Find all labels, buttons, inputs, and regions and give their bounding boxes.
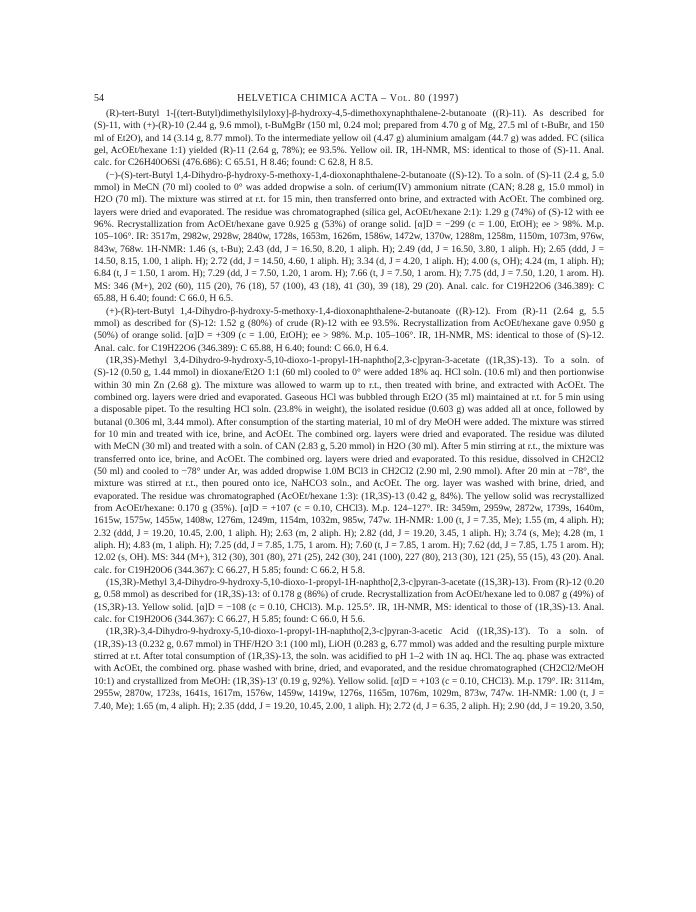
paragraph-compound-r12: (+)-(R)-tert-Butyl 1,4-Dihydro-β-hydroxy-5-methoxy-1,4-dioxonaphthalene-2-butanoate ((R)-12). From (R)-11 (2.64 g, 5.5 mmol) as described for (S)-12: 1.52 g (80%) of crude (R)-12 with ee 93.5%. Recrystallization from AcOEt/hexane gave 0.950 g (50%) of orange solid. [α]D = +309 (c = 1.00, EtOH); ee > 98%. M.p. 105–106°. IR, 1H-NMR, MS: identical to those of (S)-12. Anal. calc. for C19H22O6 (346.389): C 65.88, H 6.40; found: C 66.0, H 6.4. [94, 305, 604, 354]
paragraph-compound-1s3r-13: (1S,3R)-Methyl 3,4-Dihydro-9-hydroxy-5,10-dioxo-1-propyl-1H-naphtho[2,3-c]pyran-3-acetate ((1S,3R)-13). From (R)-12 (0.20 g, 0.58 mmol) as described for (1R,3S)-13: of 0.178 g (86%) of crude. Recrystallization from AcOEt/hexane led to 0.087 g (49%) of (1S,3R)-13. Yellow solid. [α]D = −108 (c = 0.10, CHCl3). M.p. 125.5°. IR, 1H-NMR, MS: identical to those of (1R,3S)-13. Anal. calc. for C19H20O6 (344.367): C 66.27, H 5.85; found: C 66.0, H 5.6. [94, 577, 604, 626]
header-spacer [592, 92, 604, 105]
paragraph-compound-1r3s-13: (1R,3S)-Methyl 3,4-Dihydro-9-hydroxy-5,10-dioxo-1-propyl-1H-naphtho[2,3-c]pyran-3-acetate ((1R,3S)-13). To a soln. of (S)-12 (0.50 g, 1.44 mmol) in dioxane/Et2O 1:1 (60 ml) cooled to 0° were added 18% aq. HCl soln. (10.6 ml) and then portionwise within 30 min Zn (2.68 g). The mixture was allowed to warm up to r.t., then treated with brine, and extracted with AcOEt. The combined org. layers were dried and evaporated. Gaseous HCl was bubbled through Et2O (35 ml) maintained at r.t. for 5 min using a disposable pipet. To the resulting HCl soln. (23.8% in weight), the isolated residue (0.603 g) was added all at once, followed by butanal (0.306 ml, 3.44 mmol). After consumption of the starting material, 10 ml of dry MeOH were added. The mixture was stirred for 10 min and treated with ice, brine, and AcOEt. The combined org. layers were dried and evaporated. The residue was diluted with MeCN (30 ml) and treated with a soln. of CAN (2.83 g, 5.20 mmol) in H2O (30 ml). After 5 min stirring at r.t., the mixture was transferred onto ice, brine, and AcOEt. The combined org. layers were dried and evaporated. To this residue, dissolved in CH2Cl2 (50 ml) and cooled to −78° under Ar, was added dropwise 1.0M BCl3 in CH2Cl2 (2.90 ml, 2.90 mmol). After 20 min at −78°, the mixture was stirred at r.t., then poured onto ice, NaHCO3 soln., and AcOEt. The org. layer was washed with brine, dried, and evaporated. The residue was chromatographed (AcOEt/hexane 1:3): (1R,3S)-13 (0.42 g, 84%). The yellow solid was recrystallized from AcOEt/hexane: 0.170 g (35%). [α]D = +107 (c = 0.10, CHCl3). M.p. 124–127°. IR: 3459m, 2959w, 2872w, 1739s, 1640m, 1615w, 1575w, 1455w, 1408w, 1276m, 1249m, 1154m, 1032m, 985w, 747w. 1H-NMR: 1.00 (t, J = 7.35, Me); 1.55 (m, 4 aliph. H); 2.32 (ddd, J = 19.20, 10.45, 2.00, 1 aliph. H); 2.63 (m, 2 aliph. H); 2.82 (dd, J = 19.20, 3.45, 1 aliph. H); 3.74 (s, Me); 4.28 (m, 1 aliph. H); 4.83 (m, 1 aliph. H); 7.25 (dd, J = 7.85, 1.75, 1 arom. H); 7.60 (t, J = 7.85, 1 arom. H); 7.62 (dd, J = 7.85, 1.75 1 arom. H); 12.02 (s, OH). MS: 344 (M+), 312 (30), 301 (80), 271 (25), 242 (30), 241 (100), 227 (80), 213 (30), 121 (25), 55 (15), 43 (20). Anal. calc. for C19H20O6 (344.367): C 66.27, H 5.85; found: C 66.2, H 5.8. [94, 354, 604, 576]
journal-page [94, 92, 604, 713]
paragraph-compound-1r3s-13-acid: (1R,3R)-3,4-Dihydro-9-hydroxy-5,10-dioxo-1-propyl-1H-naphtho[2,3-c]pyran-3-acetic Acid ((1R,3S)-13'). To a soln. of (1R,3S)-13 (0.232 g, 0.67 mmol) in THF/H2O 3:1 (100 ml), LiOH (0.283 g, 6.77 mmol) was added and the resulting purple mixture stirred at r.t. After total consumption of (1R,3S)-13, the soln. was acidified to pH 1–2 with 1N aq. HCl. The aq. phase was extracted with AcOEt, the combined org. phase washed with brine, dried, and evaporated, and the residue chromatographed (CH2Cl2/MeOH 10:1) and crystallized from MeOH: (1R,3S)-13' (0.19 g, 92%). Yellow solid. [α]D = +103 (c = 0.10, CHCl3). M.p. 179°. IR: 3114m, 2955w, 2870w, 1723s, 1641s, 1617m, 1576w, 1459w, 1419w, 1276s, 1165m, 1076m, 1029m, 873w, 747w. 1H-NMR: 1.00 (t, J = 7.40, Me); 1.65 (m, 4 aliph. H); 2.35 (ddd, J = 19.20, 10.45, 2.00, 1 aliph. H); 2.72 (d, J = 6.35, 2 aliph. H); 2.90 (dd, J = 19.20, 3.50, [94, 626, 605, 712]
paragraph-compound-r11: (R)-tert-Butyl 1-[(tert-Butyl)dimethylsilyloxy]-β-hydroxy-4,5-dimethoxynaphthalene-2-butanoate ((R)-11). As described for (S)-11, with (+)-(R)-10 (2.44 g, 9.6 mmol), t-BuMgBr (150 ml, 0.24 mol; prepared from 4.70 g of Mg, 27.5 ml of t-BuBr, and 150 ml of Et2O), and 14 (3.14 g, 8.77 mmol). To the intermediate yellow oil (4.47 g) aluminium amalgam (44.7 g) was added. FC (silica gel, AcOEt/hexane 1:1) yielded (R)-11 (2.64 g, 78%); ee 93.5%. Yellow oil. IR, 1H-NMR, MS: identical to those of (S)-11. Anal. calc. for C26H40O6Si (476.686): C 65.51, H 8.46; found: C 62.8, H 8.5. [94, 108, 604, 169]
experimental-text [94, 108, 604, 713]
page-number: 54 [94, 93, 104, 104]
paragraph-compound-s12: (−)-(S)-tert-Butyl 1,4-Dihydro-β-hydroxy-5-methoxy-1,4-dioxonaphthalene-2-butanoate ((S)-12). To a soln. of (S)-11 (2.4 g, 5.0 mmol) in MeCN (70 ml) cooled to 0° was added dropwise a soln. of cerium(IV) ammonium nitrate (CAN; 8.28 g, 15.0 mmol) in H2O (70 ml). The mixture was stirred at r.t. for 15 min, then transferred onto brine, and extracted with AcOEt. The combined org. layers were dried and evaporated. The residue was chromatographed (silica gel, AcOEt/hexane 2:1): 1.29 g (74%) of (S)-12 with ee 96%. Recrystallization from AcOEt/hexane gave 0.925 g (53%) of orange solid. [α]D = −299 (c = 1.00, EtOH); ee > 98%. M.p. 105–106°. IR: 3517m, 2982w, 2928w, 2840w, 1728s, 1653m, 1626m, 1586w, 1472w, 1370w, 1288m, 1258m, 1150m, 1073m, 976w, 843w, 768w. 1H-NMR: 1.46 (s, t-Bu); 2.43 (dd, J = 16.50, 8.20, 1 aliph. H); 2.49 (dd, J = 16.50, 3.80, 1 aliph. H); 2.65 (ddd, J = 14.50, 8.15, 1.00, 1 aliph. H); 2.72 (dd, J = 14.50, 4.60, 1 aliph. H); 3.34 (d, J = 4.20, 1 aliph. H); 4.00 (s, OH); 4.24 (m, 1 aliph. H); 6.84 (t, J = 1.50, 1 arom. H); 7.29 (dd, J = 7.50, 1.20, 1 arom. H); 7.66 (t, J = 7.50, 1 arom. H); 7.75 (dd, J = 7.50, 1.20, 1 arom. H). MS: 346 (M+), 202 (60), 115 (20), 76 (18), 57 (100), 43 (18), 41 (30), 39 (18), 29 (20). Anal. calc. for C19H22O6 (346.389): C 65.88, H 6.40; found: C 66.0, H 6.5. [94, 169, 604, 305]
journal-title: HELVETICA CHIMICA ACTA – Vol. 80 (1997) [237, 93, 459, 104]
running-header [94, 92, 604, 105]
